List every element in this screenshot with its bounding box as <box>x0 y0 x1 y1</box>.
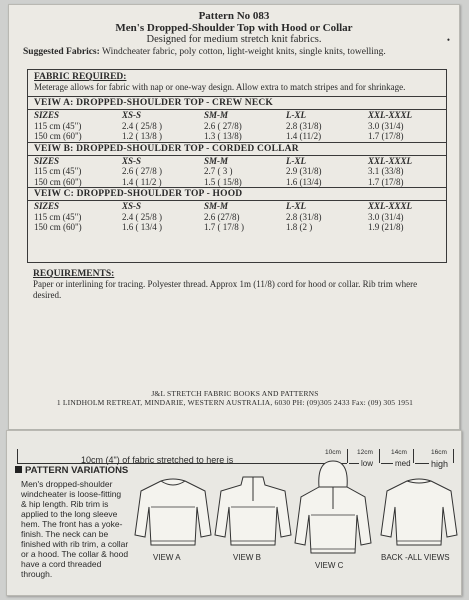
view-b-label: VIEW B <box>233 553 262 562</box>
view-a-title: VEIW A: DROPPED-SHOULDER TOP - CREW NECK <box>28 97 446 110</box>
requirements-title: REQUIREMENTS: <box>33 269 115 279</box>
pattern-number: Pattern No 083 <box>198 10 270 22</box>
requirements-section <box>27 267 447 301</box>
table-cell: 2.6 ( 27/8) <box>204 120 242 131</box>
table-cell: 2.4 ( 25/8 ) <box>122 120 162 131</box>
view-b-section <box>28 142 446 188</box>
table-cell: 2.6 (27/8) <box>204 211 240 222</box>
gauge-tick-label: 16cm <box>431 449 447 456</box>
header-cell: SIZES <box>34 110 60 120</box>
table-header-row <box>28 110 446 121</box>
header-cell: XS-S <box>122 110 142 120</box>
table-row <box>28 177 446 188</box>
table-cell: 1.7 ( 17/8 ) <box>204 222 244 232</box>
pattern-header <box>9 5 459 46</box>
header-cell: SM-M <box>204 155 229 166</box>
table-cell: 3.0 (31/4) <box>368 120 404 131</box>
gauge-tick-label: 14cm <box>391 449 407 456</box>
gauge-arrow <box>415 463 429 464</box>
table-cell: 150 cm (60") <box>34 131 82 141</box>
view-c-table <box>28 201 446 233</box>
gauge-tick <box>413 449 414 463</box>
header-cell: SIZES <box>34 201 60 211</box>
header-cell: XXL-XXXL <box>368 201 413 211</box>
table-row <box>28 131 446 142</box>
fabric-required-title: FABRIC REQUIRED: <box>34 72 127 82</box>
view-b-garment-illustration <box>213 471 293 553</box>
suggested-fabrics <box>23 47 459 57</box>
view-c-label: VIEW C <box>315 561 344 570</box>
view-c-garment-illustration <box>293 457 373 561</box>
pattern-envelope-bottom <box>6 430 462 596</box>
corner-mark: • <box>446 35 450 45</box>
pattern-title: Men's Dropped-Shoulder Top with Hood or Collar <box>115 22 353 34</box>
pattern-envelope-top <box>8 4 460 430</box>
header-cell: SIZES <box>34 155 60 166</box>
view-b-table <box>28 156 446 188</box>
table-cell: 1.4 (11/2) <box>286 131 322 141</box>
table-cell: 2.8 (31/8) <box>286 120 322 131</box>
table-cell: 3.1 (33/8) <box>368 166 404 176</box>
table-cell: 1.6 (13/4) <box>286 176 322 187</box>
gauge-label: 10cm (4") of fabric stretched to here is <box>81 455 234 465</box>
header-cell: L-XL <box>286 201 306 211</box>
header-cell: XS-S <box>122 155 142 166</box>
view-a-label: VIEW A <box>153 553 181 562</box>
table-cell: 150 cm (60") <box>34 176 82 187</box>
pattern-variations-text: Men's dropped-shoulder windcheater is loose-fitting & hip length. Rib trim is applied to the long sleeve hem. The front has a yoke-finish. The neck can be finished with rib trim, a collar or a hood. The collar & hood have a cord threaded through. <box>21 479 129 579</box>
header-cell: L-XL <box>286 155 306 166</box>
publisher-name: J&L STRETCH FABRIC BOOKS AND PATTERNS <box>151 389 319 398</box>
suggested-fabrics-label: Suggested Fabrics: <box>23 47 100 57</box>
header-cell: XS-S <box>122 201 142 211</box>
gauge-tick <box>17 449 18 463</box>
table-cell: 3.0 (31/4) <box>368 211 404 222</box>
gauge-tick <box>453 449 454 463</box>
table-header-row <box>28 156 446 167</box>
back-garment-illustration <box>379 473 459 553</box>
table-cell: 115 cm (45") <box>34 120 82 131</box>
table-row <box>28 121 446 132</box>
table-cell: 1.5 ( 15/8) <box>204 176 242 187</box>
table-cell: 2.7 ( 3 ) <box>204 166 233 176</box>
table-cell: 115 cm (45") <box>34 211 82 222</box>
back-all-views-label: BACK -ALL VIEWS <box>381 553 450 562</box>
gauge-tick <box>379 449 380 463</box>
table-cell: 1.2 ( 13/8 ) <box>122 131 162 141</box>
header-cell: SM-M <box>204 201 229 211</box>
pattern-description: Designed for medium stretch knit fabrics. <box>146 34 322 45</box>
table-row <box>28 212 446 223</box>
gauge-level-low: low <box>361 459 374 468</box>
pattern-variations-title <box>15 465 128 476</box>
header-cell: SM-M <box>204 110 229 120</box>
fabric-required-note: Meterage allows for fabric with nap or one-way design. Allow extra to match stripes and for shrinkage. <box>34 82 406 92</box>
table-cell: 2.4 ( 25/8 ) <box>122 211 162 222</box>
view-c-section <box>28 187 446 233</box>
header-cell: L-XL <box>286 110 306 120</box>
table-cell: 2.9 (31/8) <box>286 166 322 176</box>
table-cell: 1.8 (2 ) <box>286 222 313 232</box>
header-cell: XXL-XXXL <box>368 155 413 166</box>
table-row <box>28 166 446 177</box>
gauge-level-med: med <box>395 459 411 468</box>
gauge-tick-label: 10cm <box>325 449 341 456</box>
table-cell: 1.9 (21/8) <box>368 222 404 232</box>
header-cell: XXL-XXXL <box>368 110 413 120</box>
bullet-icon <box>15 466 22 473</box>
publisher-address: 1 LINDHOLM RETREAT, MINDARIE, WESTERN AUSTRALIA, 6030 PH: (09)305 2433 Fax: (09) 305 1951 <box>56 398 414 407</box>
table-cell: 150 cm (60") <box>34 222 82 232</box>
table-cell: 2.8 (31/8) <box>286 211 322 222</box>
table-cell: 2.6 ( 27/8 ) <box>122 166 162 176</box>
table-cell: 1.6 ( 13/4 ) <box>122 222 162 232</box>
view-a-table <box>28 110 446 142</box>
table-cell: 115 cm (45") <box>34 166 82 176</box>
gauge-tick-label: 12cm <box>357 449 373 456</box>
view-a-garment-illustration <box>133 473 213 553</box>
table-cell: 1.4 ( 11/2 ) <box>122 176 162 187</box>
view-a-section <box>28 96 446 142</box>
suggested-fabrics-text: Windcheater fabric, poly cotton, light-weight knits, single knits, towelling. <box>99 47 386 57</box>
table-row <box>28 222 446 233</box>
table-cell: 1.7 (17/8) <box>368 131 404 141</box>
view-b-title: VEIW B: DROPPED-SHOULDER TOP - CORDED COLLAR <box>28 143 446 156</box>
table-header-row <box>28 201 446 212</box>
gauge-arrow <box>381 463 393 464</box>
table-cell: 1.3 ( 13/8) <box>204 131 242 141</box>
requirements-text: Paper or interlining for tracing. Polyester thread. Approx 1m (11/8) cord for hood or collar. Rib trim where desired. <box>33 279 418 300</box>
view-c-title: VEIW C: DROPPED-SHOULDER TOP - HOOD <box>28 188 446 201</box>
pattern-variations-label: PATTERN VARIATIONS <box>25 465 129 476</box>
gauge-level-high: high <box>431 459 449 469</box>
publisher-footer <box>9 389 461 407</box>
fabric-required-box <box>27 69 447 263</box>
table-cell: 1.7 (17/8) <box>368 176 404 187</box>
